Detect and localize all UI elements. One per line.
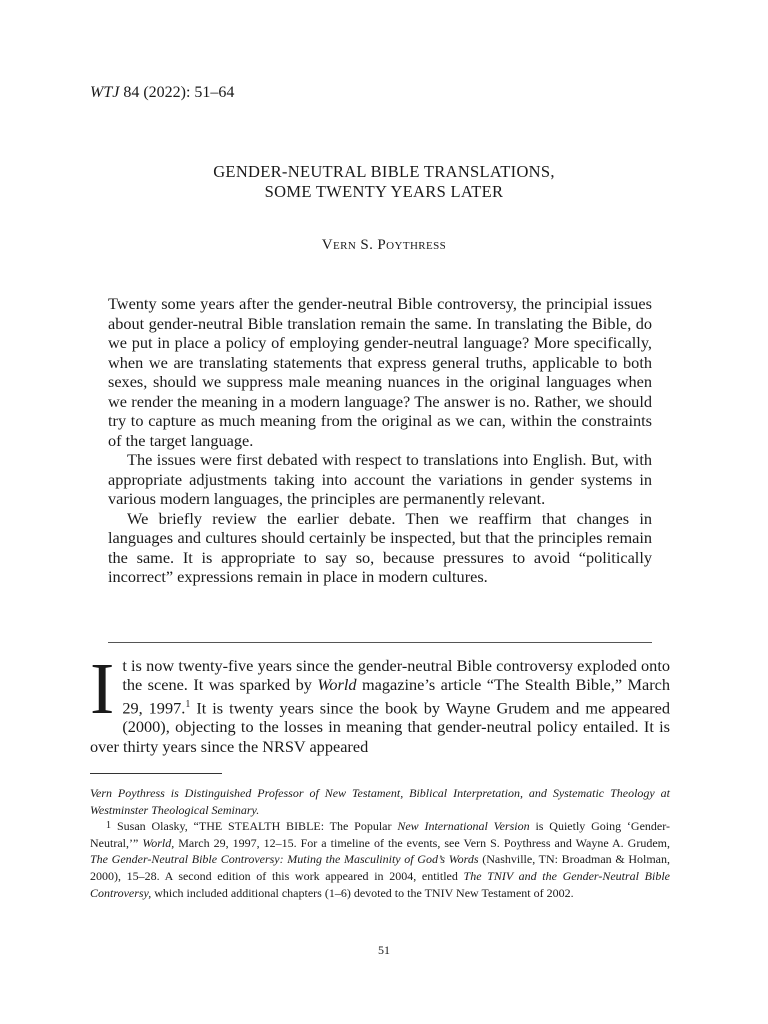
author-note: Vern Poythress is Distinguished Professor of New Testament, Biblical Interpretation, and Systematic Theology at Westminster Theological Seminary. — [90, 786, 670, 817]
journal-abbreviation: WTJ — [90, 84, 120, 101]
drop-cap: I — [90, 648, 115, 729]
footnotes — [90, 785, 670, 901]
article-title — [0, 162, 768, 202]
abstract-divider — [108, 642, 652, 643]
magazine-name: World — [317, 675, 357, 695]
article-title-line-1: GENDER-NEUTRAL BIBLE TRANSLATIONS, — [213, 162, 555, 181]
abstract — [108, 294, 652, 587]
journal-citation — [90, 84, 234, 102]
footnote-divider — [90, 773, 222, 774]
footnote-reference[interactable]: 1 — [185, 698, 191, 710]
body-text — [90, 648, 670, 756]
abstract-paragraph-2: The issues were first debated with respect to translations into English. But, with appropriate adjustments taking into account the variations in gender systems in various modern languages, the principles are permanently relevant. — [108, 450, 652, 508]
footnote-1-number: 1 — [106, 820, 111, 832]
article-author: Vern S. Poythress — [321, 237, 447, 253]
abstract-paragraph-1: Twenty some years after the gender-neutral Bible controversy, the principial issues about gender-neutral Bible translation remain the same. In translating the Bible, do we put in place a policy of employing gender-neutral language? More specifically, when we are translating statements that express general truths, applicable to both sexes, should we suppress male meaning nuances in the original languages when we render the meaning in a modern language? The answer is no. Rather, we should try to capture as much meaning from the original as we can, within the constraints of the target language. — [108, 294, 652, 450]
page-number: 51 — [378, 943, 390, 957]
article-title-line-2: SOME TWENTY YEARS LATER — [264, 182, 504, 201]
footnote-1: $^1$ Susan Olasky, “THE STEALTH BIBLE: The Popular New International Version is Quietly Going ‘Gender-Neutral,’” World, March 29, 1997, 12–15. For a timeline of the events, see Vern S. Poythress and Wayne A. Grudem, The Gender-Neutral Bible Controversy: Muting the Masculinity of God’s Words (Nashville, TN: Broadman & Holman, 2000), 15–28. A second edition of this work appeared in 2004, entitled The TNIV and the Gender-Neutral Bible Controversy, which included additional chapters (1–6) devoted to the TNIV New Testament of 2002. — [90, 819, 670, 900]
body-paragraph-1: It is now twenty-five years since the gender-neutral Bible controversy exploded onto the scene. It was sparked by World magazine’s article “The Stealth Bible,” March 29, 1997.$^1$ It is twenty years since the book by Wayne Grudem and me appeared (2000), objecting to the losses in meaning that gender-neutral policy entailed. It is over thirty years since the NRSV appeared — [90, 648, 670, 756]
abstract-paragraph-3: We briefly review the earlier debate. Then we reaffirm that changes in languages and cultures should certainly be inspected, but that the principles remain the same. It is appropriate to say so, because pressures to avoid “politically incorrect” expressions remain in place in modern cultures. — [108, 508, 652, 586]
volume-info: 84 (2022): 51–64 — [123, 84, 235, 101]
